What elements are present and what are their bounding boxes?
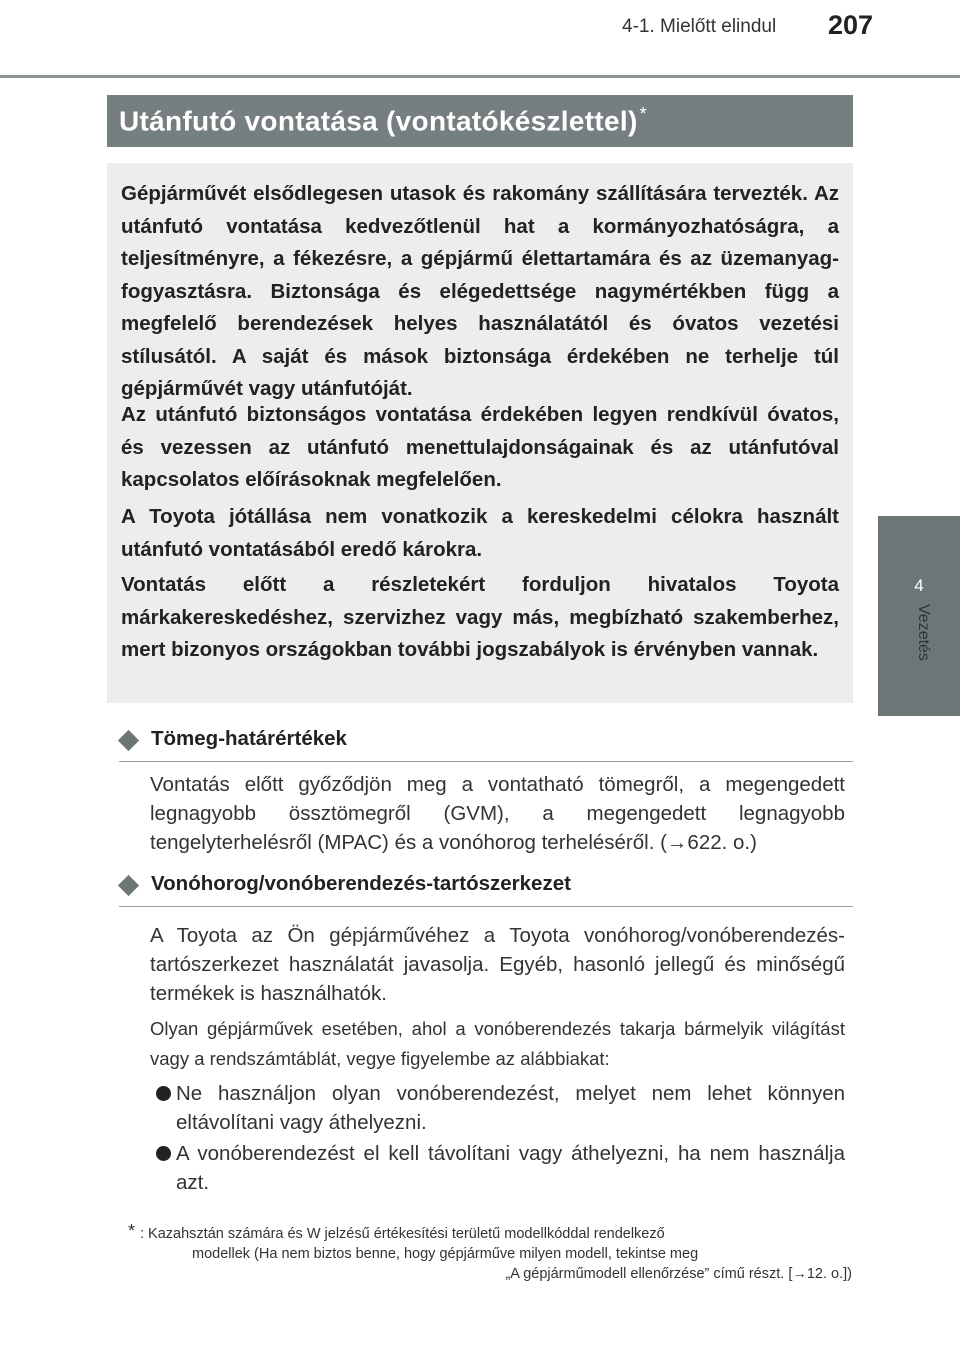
section-title: Vonóhorog/vonóberendezés-tartószerkezet [151, 872, 571, 895]
intro-paragraph-2: Az utánfutó biztonságos vontatása érdekében legyen rendkívül óvatos, és vezessen az utánfutó menettulajdonságainak és az utánfutóval kapcsolatos előírásoknak megfelelően. [121, 403, 839, 491]
footnote-line-1: : Kazahsztán számára és W jelzésű értékesítési területű modellkóddal rendelkező [140, 1226, 665, 1242]
list-item-text: Ne használjon olyan vonóberendezést, melyet nem lehet könnyen eltávolítani vagy áthelyezni. [176, 1082, 845, 1134]
intro-box [107, 163, 853, 703]
title-bar [107, 95, 853, 147]
page-title-text: Utánfutó vontatása (vontatókészlettel) [119, 105, 638, 137]
section-heading-tow-hitch [119, 872, 853, 907]
tow-hitch-text-2: Olyan gépjárművek esetében, ahol a vonóberendezés takarja bármelyik világítást vagy a rendszámtáblát, vegye figyelembe az alábbiakat: [150, 1018, 845, 1069]
footnote-mark: * [128, 1221, 136, 1241]
section-label: 4-1. Mielőtt elindul [622, 16, 777, 37]
tow-hitch-text: A Toyota az Ön gépjárművéhez a Toyota vonóhorog/vonóberendezés-tartószerkezet használatát javasolja. Egyéb, hasonló jellegű és minőségű termékek is használhatók. [150, 924, 845, 1005]
footnote-line-3: „A gépjárműmodell ellenőrzése” című részt. [→12. o.]) [505, 1266, 852, 1282]
diamond-icon [118, 875, 139, 896]
section-title: Tömeg-határértékek [151, 727, 347, 750]
intro-paragraph-4: Vontatás előtt a részletekért forduljon hivatalos Toyota márkakereskedéshez, szervizhez vagy más, megbízható szakemberhez, mert bizonyos országokban további jogszabályok is érvényben vannak. [121, 573, 839, 661]
page-title [119, 104, 647, 137]
section-heading-weight-limits [119, 727, 853, 762]
bullet-icon [156, 1146, 171, 1161]
title-asterisk: * [639, 104, 647, 124]
diamond-icon [118, 730, 139, 751]
footnote-line-2: modellek (Ha nem biztos benne, hogy gépjárműve milyen modell, tekintse meg [192, 1246, 699, 1262]
weight-limits-text: Vontatás előtt győződjön meg a vontatható tömegről, a megengedett legnagyobb össztömegről (GVM), a megengedett legnagyobb tengelyterhelésről (MPAC) és a vonóhorog terheléséről. (→622. o.) [150, 773, 845, 854]
intro-paragraph-1: Gépjárművét elsődlegesen utasok és rakomány szállítására tervezték. Az utánfutó vontatása kedvezőtlenül hat a kormányozhatóságra, a teljesítményre, a fékezésre, a gépjármű élettartamára és az üzemanyag-fogyasztásra. Biztonsága és elégedettsége nagymértékben függ a megfelelő berendezések helyes használatától és óvatos vezetési stílusától. A saját és mások biztonsága érdekében ne terhelje túl gépjárművét vagy utánfutóját. [121, 182, 839, 400]
page-number: 207 [828, 10, 874, 40]
list-item-text: A vonóberendezést el kell távolítani vagy áthelyezni, ha nem használja azt. [176, 1142, 845, 1194]
chapter-label: Vezetés [915, 604, 932, 661]
chapter-number: 4 [914, 576, 924, 595]
bullet-icon [156, 1086, 171, 1101]
header-divider [0, 75, 960, 78]
intro-paragraph-3: A Toyota jótállása nem vonatkozik a kereskedelmi célokra használt utánfutó vontatásából eredő károkra. [121, 505, 839, 561]
